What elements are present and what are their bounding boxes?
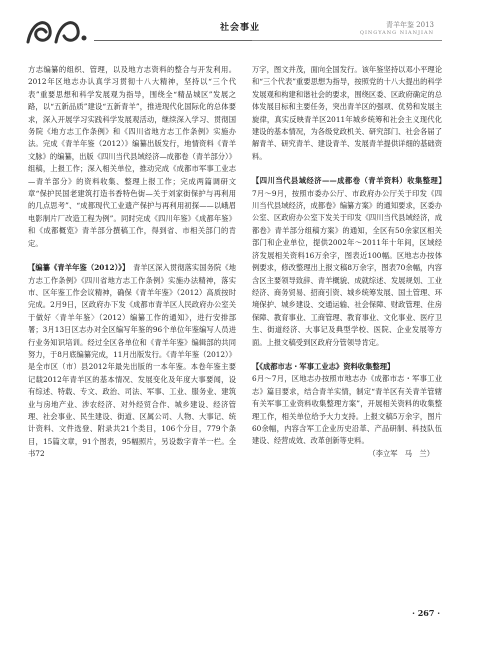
article-heading: 【编纂《青羊年鉴（2012）》】 bbox=[28, 263, 126, 273]
paragraph: 6月～7月，区地志办按照市地志办《成都市志・军事工业志》篇目要求，结合青羊实情，制定“青羊区有关青羊管辖有关军事工业资料收集整理方案”，开展相关资料的收集整理工作，相关单位给予大力支持。上报文稿5万余字，图片60余幅，内容含军工企业历史沿革、产品研制、科技队伍建设、经营成效、改革创新等史料。 bbox=[252, 374, 442, 446]
page-header bbox=[0, 0, 480, 52]
article-block bbox=[28, 262, 236, 461]
paragraph: 青羊区深入贯彻落实国务院《地方志工作条例》《四川省地方志工作条例》实施办法精神，落实市、区年鉴工作会议精神，确保《青羊年鉴》（2012）高质按时完成。2月9日，区政府办下发《成都市青羊区人民政府办公室关于做好〈青羊年鉴〉（2012）编纂工作的通知》，进行安排部署；3月13日区志办对全区编写年鉴的96个单位年鉴编写人员进行业务知识培训。经过全区各单位和《青羊年鉴》编辑部的共同努力，于8月底编纂完成，11月出版发行。《青羊年鉴（2012）》是全市区（市）县2012年最先出版的一本年鉴。本卷年鉴主要记载2012年青羊区的基本情况、发展变化及年度大事要闻，设有综述、特载、专文、政治、司法、军事、工业、服务业、建筑业与房地产业、涉农经济、对外经贸合作、城乡建设、经济管理、社会事业、民生建设、街道、区属公司、人物、大事记、统计资料、文件选登、附录共21个类目，106个分目，779个条目，15篇文章，91个图表，95幅照片，另设数字青羊一栏。全书72 bbox=[28, 263, 237, 459]
paragraph: 万字，图文并茂，面向全国发行。该年鉴坚持以邓小平理论和“三个代表”重要思想为指导，按照党的十八大提出的科学发展观和构建和谐社会的要求，围绕区委、区政府确定的总体发展目标和主要任务，突出青羊区的强项、优势和发展主旋律，真实反映青羊区2011年城乡统筹和社会主义现代化建设的基本情况，为各级党政机关、研究部门、社会各届了解青羊、研究青羊、建设青羊、发展青羊提供详细的基础资料。 bbox=[252, 65, 442, 161]
paragraph: 7月～9月，按照市委办公厅、市政府办公厅关于印发《四川当代县域经济，成都卷》编纂方案》的通知要求，区委办公室、区政府办公室下发关于印发《四川当代县域经济，成都卷》青羊部分组稿方案》的通知，全区有50余家区相关部门和企业单位，提供2002年～2011年十年间，区域经济发展相关资料16万余字，图表近100幅。区地志办按体例要求，修改整理出上报文稿8万余字，图表70余幅，内容含区主要领导致辞、青羊概貌、成就综述、发展规划、工业经济、商务贸易、招商引资、城乡统筹发展、国土管理、环境保护、城乡建设、交通运输、社会保障、财政管理、住房保障、教育事业、工商管理、教育事业、文化事业、医疗卫生、街道经济、大事记及典型学校、医院、企业发展等方面。上报文稿受到区政府分管领导肯定。 bbox=[252, 188, 442, 347]
header-rule-left bbox=[94, 40, 260, 41]
left-column bbox=[28, 64, 236, 461]
right-column bbox=[252, 64, 442, 460]
article-heading: 【《成都市志・军事工业志》资料收集整理】 bbox=[252, 361, 395, 371]
section-title: 社会事业 bbox=[219, 23, 260, 33]
article-block bbox=[252, 175, 442, 349]
page-number: · 267 · bbox=[412, 608, 440, 618]
paragraph: 方志编纂的组织、管理，以及地方志资料的整合与开发利用。2012年区地志办认真学习贯彻十八大精神，坚持以“三个代表”重要思想和科学发展观为指导，围绕全“精品城区”发展之路，以“五新品质”建设“五新青羊”，推进现代化国际化的总体要求，深入开展学习实践科学发展观活动，继续深入学习、贯彻国务院《地方志工作条例》和《四川省地方志工作条例》实施办法。完成《青羊年鉴（2012）》编纂出版发行，地情资料《青羊文脉》的编纂，出版《四川当代县域经济—成都卷（青羊部分）》组稿，上报工作；深入相关单位，推动完成《成都市军事工业志—青羊部分》的资料收集、整理上报工作；完成两篇调研文章“保护民国老建筑打造书香特色街—关于刘家街保护与再利用的几点思考”、“成都现代工业遗产保护与再利用初探——以峨眉电影制片厂改造工程为例”。同时完成《四川年鉴》《成都年鉴》和《成都概览》青羊部分撰稿工作，得到省、市相关部门的肯定。 bbox=[28, 65, 236, 248]
article-block bbox=[252, 361, 442, 373]
article-heading: 【四川当代县域经济——成都卷（青羊资料）收集整理】 bbox=[252, 176, 442, 186]
yearbook-title-en: QINGYANG NIANJIAN bbox=[359, 30, 434, 36]
author-signature: （李立军 马 兰） bbox=[368, 448, 434, 458]
header-rule-right bbox=[252, 40, 442, 41]
yearbook-title: 青羊年鉴 2013 bbox=[385, 21, 434, 29]
